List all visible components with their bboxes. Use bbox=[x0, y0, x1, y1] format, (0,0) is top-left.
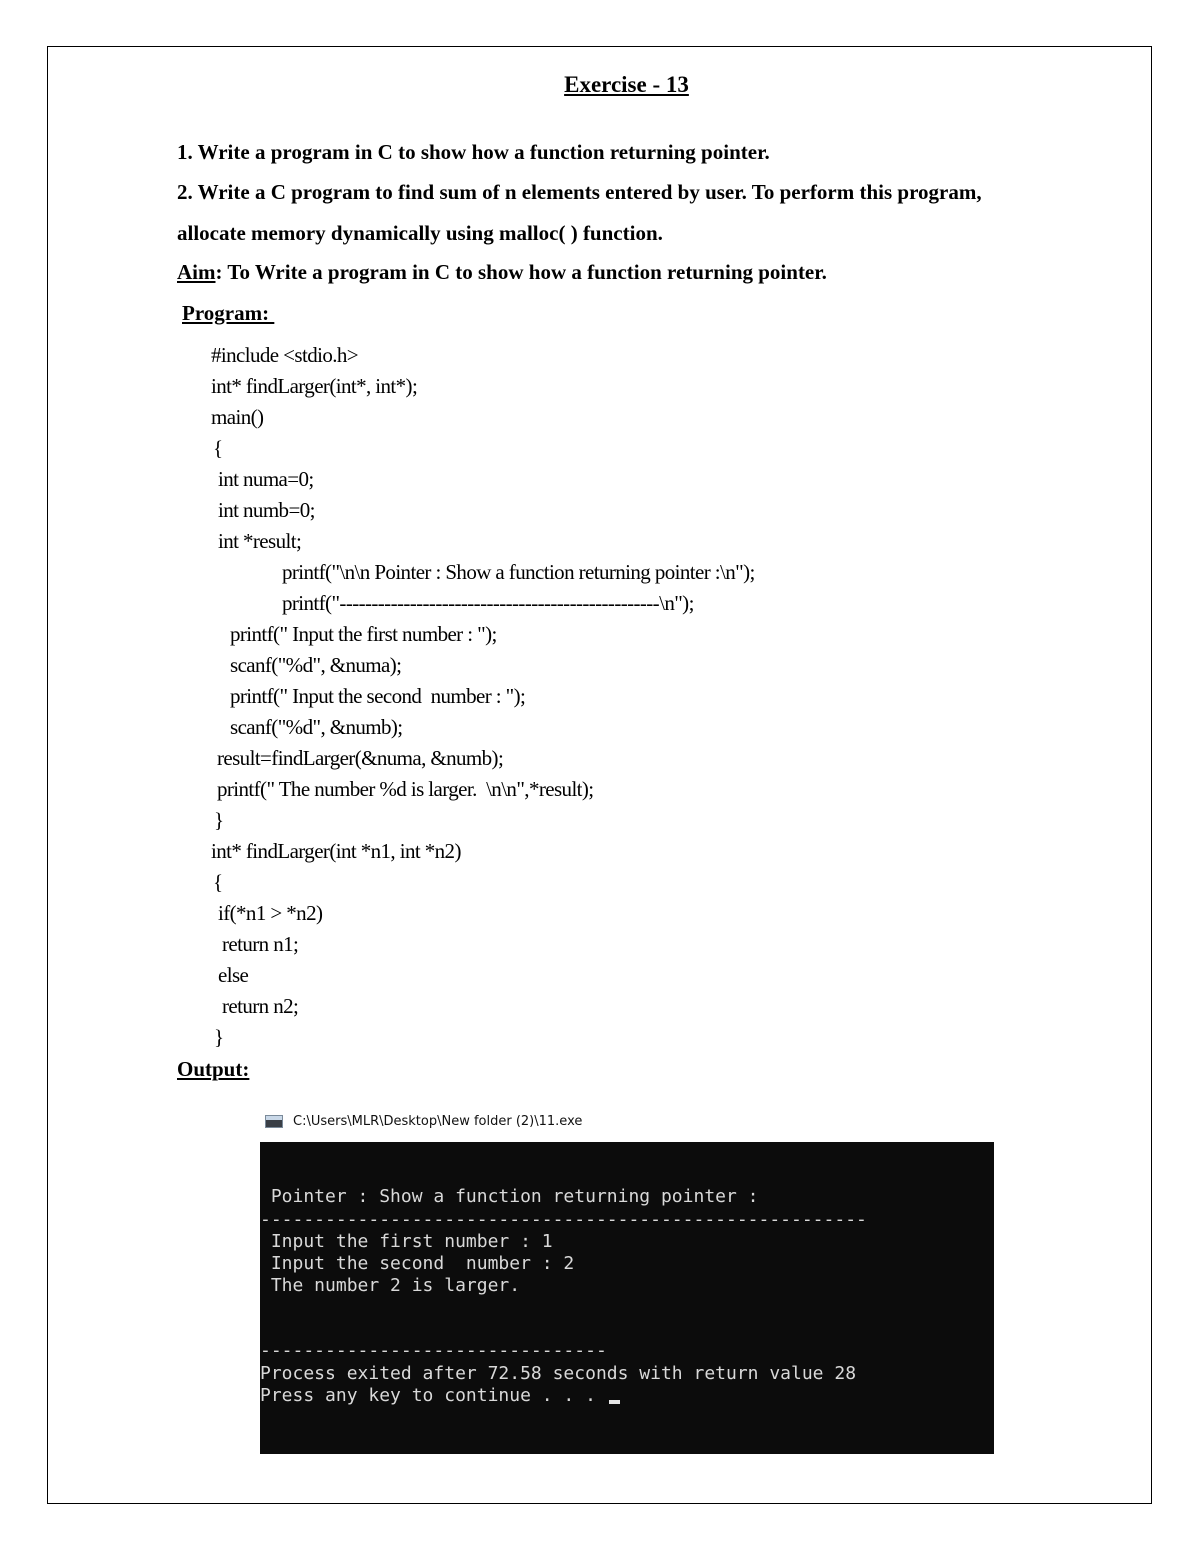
aim-text: : To Write a program in C to show how a function returning pointer. bbox=[215, 260, 827, 284]
question-2: 2. Write a C program to find sum of n elements entered by user. To perform this program, bbox=[177, 180, 982, 204]
code-line: printf("\n\n Pointer : Show a function returning pointer :\n"); bbox=[282, 560, 755, 584]
code-line: int numb=0; bbox=[218, 498, 315, 522]
aim-label: Aim bbox=[177, 260, 216, 284]
console-line: Pointer : Show a function returning pointer : bbox=[260, 1186, 759, 1207]
console-prompt-text: Press any key to continue . . . bbox=[260, 1385, 607, 1406]
code-line: return n1; bbox=[222, 932, 299, 956]
console-prompt-line bbox=[260, 1385, 620, 1407]
aim-statement bbox=[177, 260, 827, 285]
code-line: else bbox=[218, 963, 249, 987]
code-line: if(*n1 > *n2) bbox=[218, 901, 323, 925]
console-window-title: C:\Users\MLR\Desktop\New folder (2)\11.exe bbox=[293, 1113, 583, 1129]
page-title: Exercise - 13 bbox=[564, 72, 689, 97]
console-window-icon bbox=[265, 1115, 283, 1128]
code-line: int* findLarger(int*, int*); bbox=[211, 374, 418, 398]
code-line: printf(" The number %d is larger. \n\n",*result); bbox=[217, 777, 594, 801]
question-2-continued: allocate memory dynamically using malloc( ) function. bbox=[177, 221, 663, 245]
output-heading: Output: bbox=[177, 1057, 250, 1081]
console-cursor bbox=[609, 1400, 620, 1404]
code-line: int *result; bbox=[218, 529, 302, 553]
console-line: Input the second number : 2 bbox=[260, 1253, 575, 1274]
console-line: -------------------------------- bbox=[260, 1340, 607, 1361]
code-line: int* findLarger(int *n1, int *n2) bbox=[211, 839, 461, 863]
code-line: printf(" Input the second number : "); bbox=[230, 684, 526, 708]
code-line: return n2; bbox=[222, 994, 299, 1018]
program-heading: Program: bbox=[182, 301, 275, 325]
console-line: The number 2 is larger. bbox=[260, 1275, 521, 1296]
code-line: } bbox=[214, 808, 224, 832]
console-line: -------------------------------------------------------- bbox=[260, 1209, 867, 1230]
question-1: 1. Write a program in C to show how a function returning pointer. bbox=[177, 140, 770, 164]
console-line: Input the first number : 1 bbox=[260, 1231, 553, 1252]
console-output bbox=[260, 1142, 994, 1454]
console-line: Process exited after 72.58 seconds with return value 28 bbox=[260, 1363, 857, 1384]
code-line: } bbox=[214, 1025, 224, 1049]
code-line: { bbox=[213, 436, 223, 460]
code-line: main() bbox=[211, 405, 264, 429]
code-line: int numa=0; bbox=[218, 467, 314, 491]
code-line: result=findLarger(&numa, &numb); bbox=[217, 746, 504, 770]
code-line: scanf("%d", &numa); bbox=[230, 653, 402, 677]
code-line: { bbox=[213, 870, 223, 894]
code-line: #include <stdio.h> bbox=[211, 343, 359, 367]
code-line: printf(" Input the first number : "); bbox=[230, 622, 497, 646]
code-line: scanf("%d", &numb); bbox=[230, 715, 403, 739]
console-titlebar bbox=[265, 1110, 582, 1132]
code-line: printf("--------------------------------------------------\n"); bbox=[282, 591, 694, 615]
